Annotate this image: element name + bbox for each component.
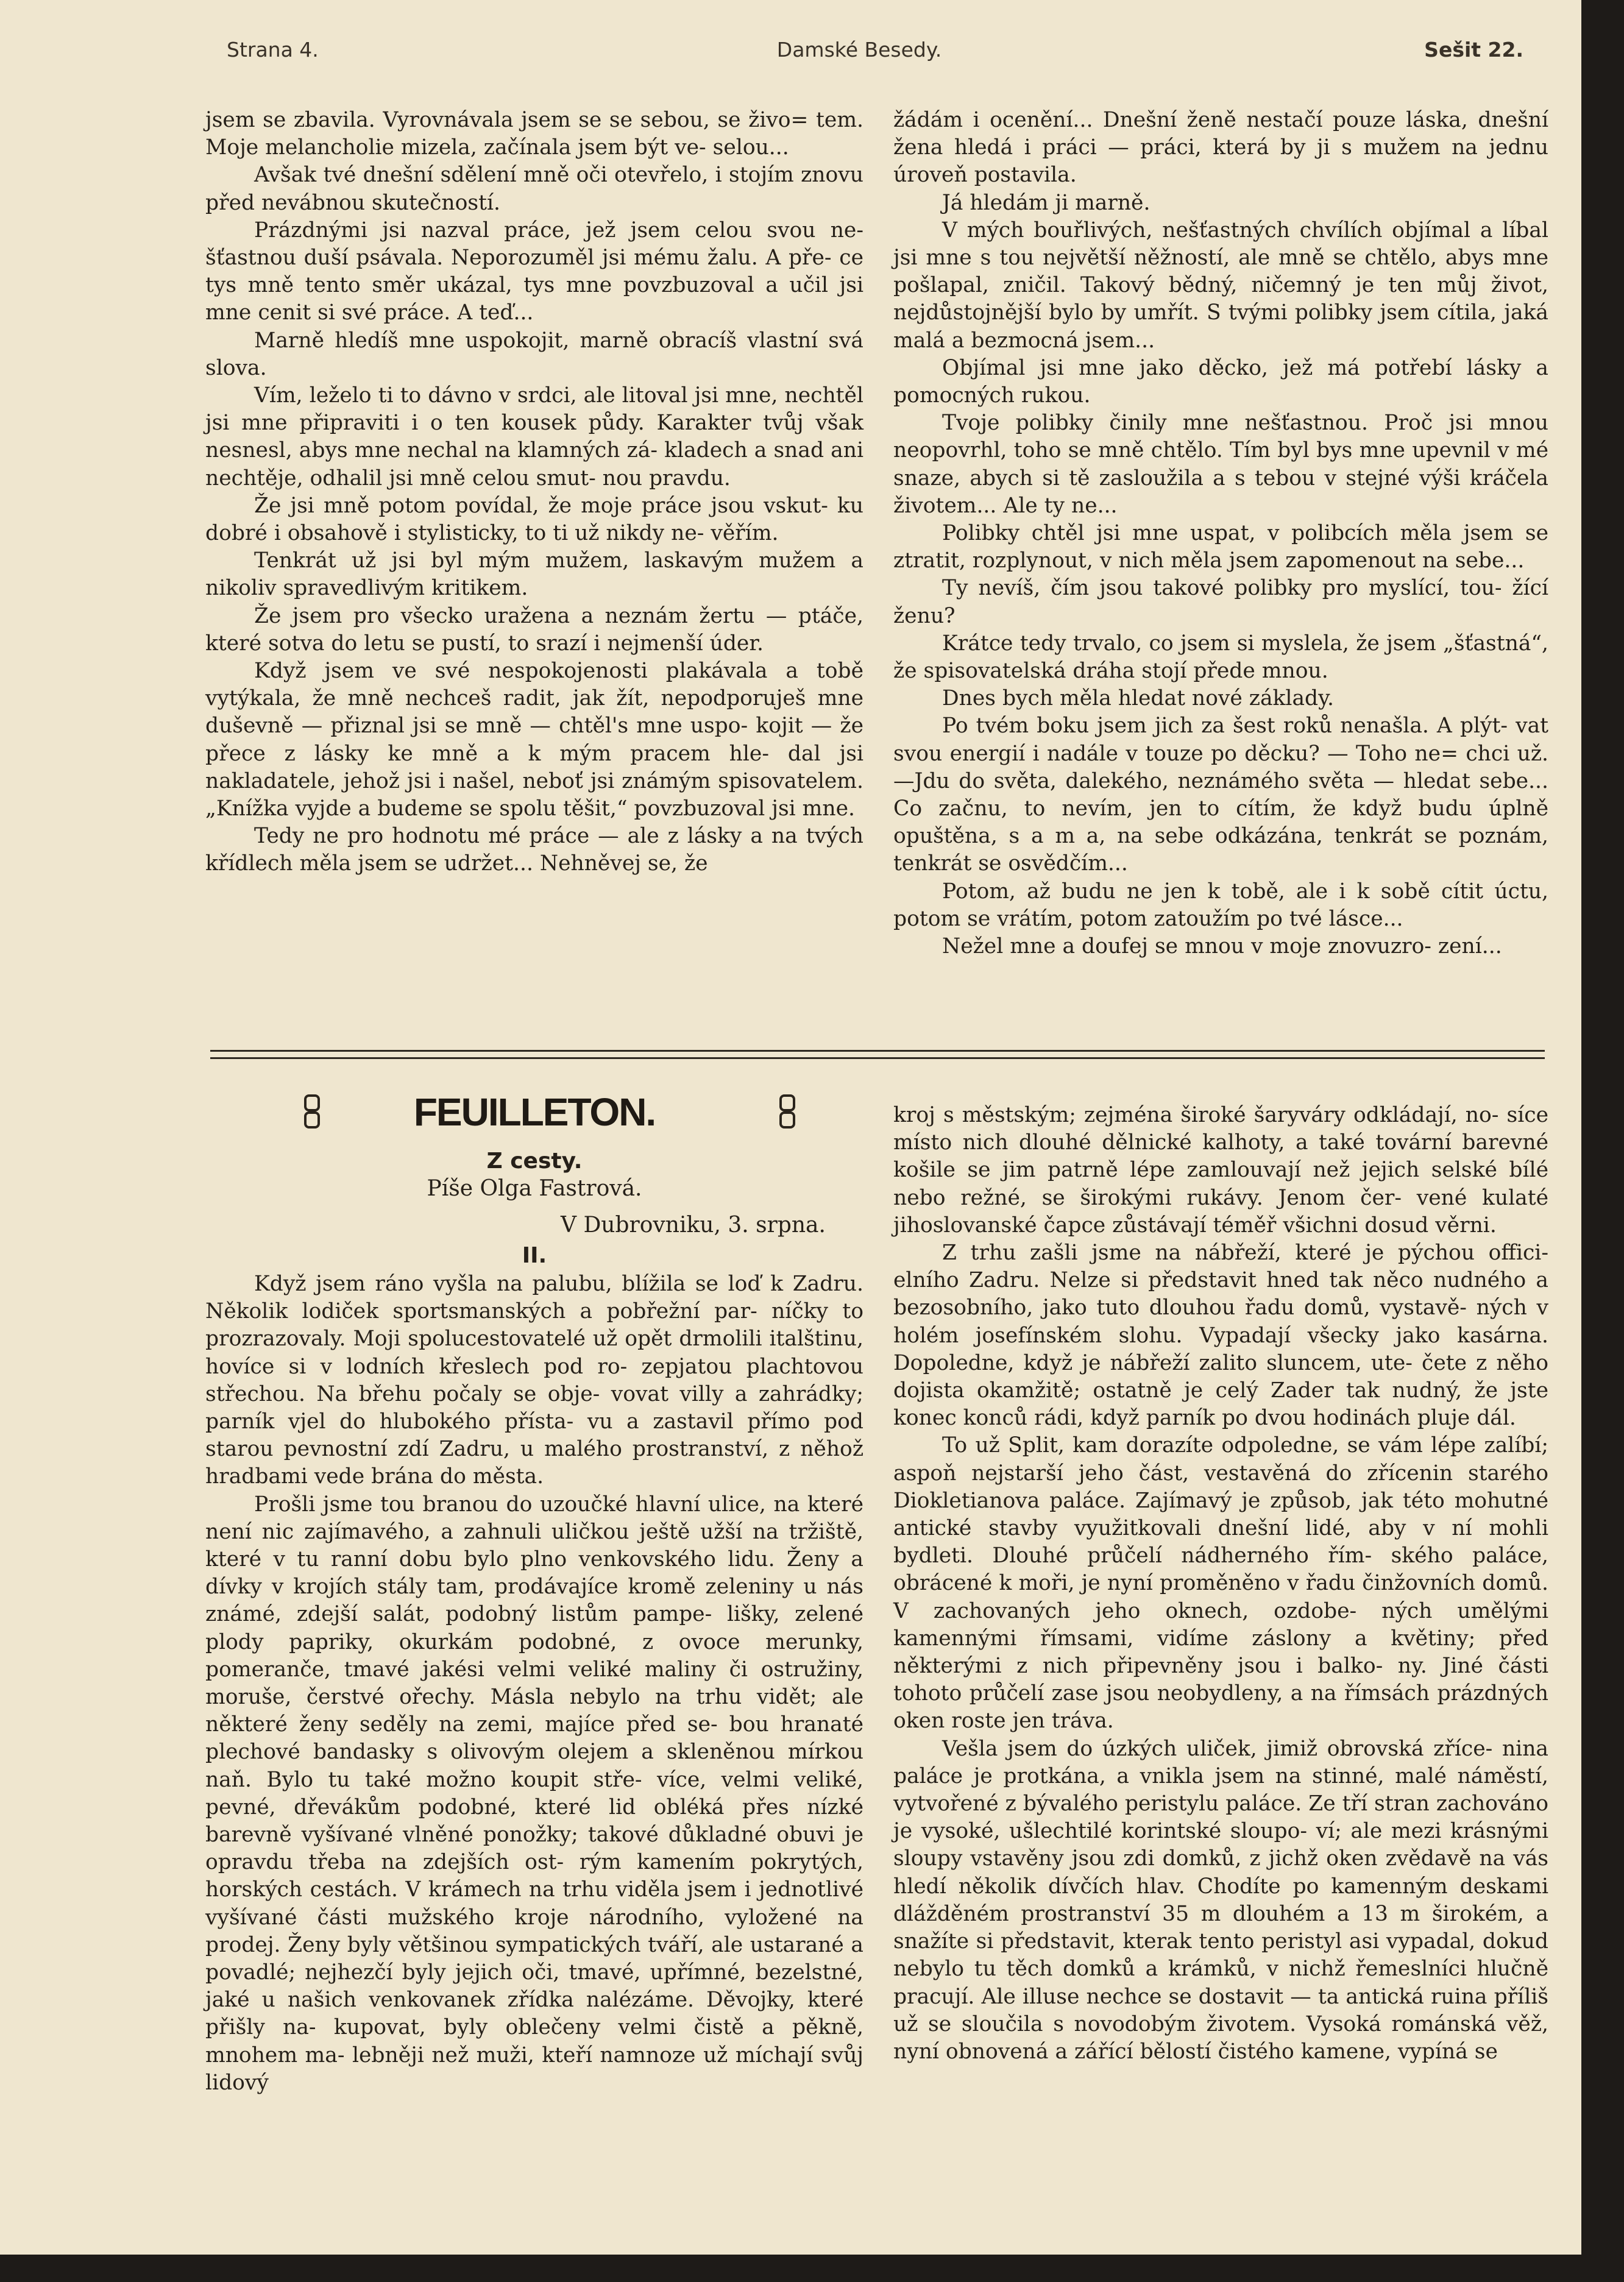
paragraph: Když jsem ráno vyšla na palubu, blížila se loď k Zadru. Několik lodiček sportsmanských a pobřežní par- níčky to prozrazovaly. Moji spolucestovatelé už opět drmolili italštinu, hovíce si v lodních křeslech pod ro- zepjatou plachtovou střechou. Na břehu počaly se obje- vovat villy a zahrádky; parník vjel do hlubokého přísta- vu a zastavil přímo pod starou pevnostní zdí Zadru, u malého prostranství, z něhož hradbami vede brána do města. [205, 1272, 863, 1489]
paragraph: Objímal jsi mne jako děcko, jež má potřebí lásky a pomocných rukou. [893, 355, 1548, 408]
article-part: II. [522, 1243, 547, 1268]
scan-border [0, 2255, 1624, 2282]
column-bottom-right [893, 1102, 1548, 2066]
paragraph: Když jsem ve své nespokojenosti plakávala a tobě vytýkala, že mně nechceš radit, jak žít, nepodporuješ mne duševně — přiznal jsi se mně — chtěl's mne uspo- kojit — že přece z lásky ke mně a k mým pracem hle- dal jsi nakladatele, jehož jsi i našel, neboť jsi známým spisovatelem. „Knížka vyjde a budeme se spolu těšit,“ povzbuzoval jsi mne. [205, 659, 863, 821]
section-divider [210, 1050, 1545, 1052]
paragraph: Tvoje polibky činily mne nešťastnou. Proč jsi mnou neopovrhl, toho se mně chtělo. Tím byl bys mne upevnil v mé snaze, abych si tě zasloužila a s tebou v stejné výši kráčela životem... Ale ty ne... [893, 411, 1548, 518]
paragraph: Že jsem pro všecko uražena a neznám žertu — ptáče, které sotva do letu se pustí, to srazí i nejmenší úder. [205, 603, 863, 656]
paragraph: Dnes bych měla hledat nové základy. [942, 686, 1334, 711]
paragraph: Vím, leželo ti to dávno v srdci, ale litoval jsi mne, nechtěl jsi mne připraviti i o ten kousek půdy. Karakter tvůj však nesnesl, abys mne nechal na klamných zá- kladech a snad ani nechtěje, odhalil jsi mně celou smut- nou pravdu. [205, 383, 863, 491]
paragraph: Vešla jsem do úzkých uliček, jimiž obrovská zříce- nina paláce je protkána, a vnikla jsem na stinné, malé náměstí, vytvořené z bývalého peristylu paláce. Ze tří stran zachováno je vysoké, ušlechtilé korintské sloupo- ví; ale mezi krásnými sloupy vstavěny jsou zdi domků, z jichž oken zvědavě na vás hledí několik dívčích hlav. Chodíte po kamenným deskami dlážděném prostranství 35 m dlouhém a 13 m širokém, a snažíte si představit, kterak tento peristyl asi vypadal, dokud nebylo tu těch domků a krámků, v nichž řemeslníci hlučně pracují. Ale illuse nechce se dostavit — ta antická ruina příliš už se sloučila s novodobým životem. Vysoká románská věž, nyní obnovená a zářící bělostí čistého kamene, vypíná se [893, 1736, 1548, 2064]
article-title: Z cesty. [486, 1149, 583, 1174]
periodical-title: Damské Besedy. [776, 38, 942, 62]
section-divider [210, 1057, 1545, 1059]
issue-number: Sešit 22. [1424, 38, 1523, 62]
page-number: Strana 4. [227, 38, 319, 62]
paragraph: žádám i ocenění... Dnešní ženě nestačí pouze láska, dnešní žena hledá i práci — práci, která by ji s mužem na jednu úroveň postavila. [893, 108, 1548, 188]
feuilleton-heading [205, 1091, 863, 1133]
paragraph: Avšak tvé dnešní sdělení mně oči otevřelo, i stojím znovu před nevábnou skutečností. [205, 163, 863, 215]
article-dateline: V Dubrovniku, 3. srpna. [561, 1213, 826, 1238]
article-author: Píše Olga Fastrová. [427, 1176, 642, 1201]
paragraph: Nežel mne a doufej se mnou v moje znovuzro- zení... [942, 934, 1502, 959]
ornament-icon [779, 1094, 795, 1129]
paragraph: kroj s městským; zejména široké šaryváry odkládají, no- síce místo nich dlouhé dělnické kalhoty, a také tovární barevné košile se jim patrně lépe zamlouvají než jejich selské bílé nebo režné, se širokými rukávy. Jenom čer- vené kulaté jihoslovanské čapce zůstávají téměř všichni dosud věrni. [893, 1103, 1548, 1238]
paragraph: Krátce tedy trvalo, co jsem si myslela, že jsem „šťastná“, že spisovatelská dráha stojí přede mnou. [893, 631, 1548, 684]
column-top-right [893, 107, 1548, 960]
paragraph: Polibky chtěl jsi mne uspat, v polibcích měla jsem se ztratit, rozplynout, v nich měla jsem zapomenout na sebe... [893, 521, 1548, 573]
paragraph: Tedy ne pro hodnotu mé práce — ale z lásky a na tvých křídlech měla jsem se udržet... Nehněvej se, že [205, 824, 863, 876]
paragraph: Prošli jsme tou branou do uzoučké hlavní ulice, na které není nic zajímavého, a zahnuli uličkou ještě užší na tržiště, které v tu ranní dobu bylo plno venkovského lidu. Ženy a dívky v krojích stály tam, prodávajíce kromě zeleniny u nás známé, zdejší salát, podobný listům pampe- lišky, zelené plody papriky, okurkám podobné, z ovoce merunky, pomeranče, tmavé jakési velmi veliké maliny či ostružiny, moruše, čerstvé ořechy. Másla nebylo na trhu vidět; ale některé ženy seděly na zemi, majíce před se- bou hranaté plechové bandasky s olivovým olejem a skleněnou mírkou naň. Bylo tu také možno koupit stře- více, velmi veliké, pevné, dřevákům podobné, které lid obléká přes nízké barevně vyšívané vlněné ponožky; takové důkladné obuvi je opravdu třeba na zdejších ost- rým kamením pokrytých, horských cestách. V krámech na trhu viděla jsem i jednotlivé vyšívané části mužského kroje národního, vyložené na prodej. Ženy byly většinou sympatických tváří, ale ustarané a povadlé; nejhezčí byly jejich oči, tmavé, upřímné, bezelstné, jaké u našich venkovanek zřídka nalézáme. Děvojky, které přišly na- kupovat, byly oblečeny velmi čistě a pěkně, mnohem ma- lebněji než muži, kteří namnoze už míchají svůj lidový [205, 1492, 863, 2095]
scan-border [1581, 0, 1624, 2282]
column-top-left [205, 107, 863, 878]
paragraph: Prázdnými jsi nazval práce, jež jsem celou svou ne- šťastnou duší psávala. Neporozuměl jsi mému žalu. A pře- ce tys mně tento směr ukázal, tys mne povzbuzoval a učil jsi mne cenit si své práce. A teď... [205, 218, 863, 325]
paragraph: To už Split, kam dorazíte odpoledne, se vám lépe zalíbí; aspoň nejstarší jeho část, vestavěná do zřícenin starého Diokletianova paláce. Zajímavý je způsob, jak této mohutné antické stavby využitkovali dnešní lidé, aby v ní mohli bydleti. Dlouhé průčelí nádherného řím- ského paláce, obrácené k moři, je nyní proměněno v řadu činžovních domů. V zachovaných jeho oknech, ozdobe- ných umělými kamennými římsami, vidíme záslony a květiny; před některými z nich připevněny jsou i balko- ny. Jiné části tohoto průčelí zase jsou neobydleny, a na římsách prázdných oken roste jen tráva. [893, 1433, 1548, 1734]
paragraph: Potom, až budu ne jen k tobě, ale i k sobě cítit úctu, potom se vrátím, potom zatoužím po tvé lásce... [893, 879, 1548, 931]
paragraph: Že jsi mně potom povídal, že moje práce jsou vskut- ku dobré i obsahově i stylisticky, to ti už nikdy ne- věřím. [205, 493, 863, 546]
paragraph: V mých bouřlivých, nešťastných chvílích objímal a líbal jsi mne s tou největší něžností, ale mně se chtělo, abys mne pošlapal, zničil. Takový bědný, ničemný je ten můj život, nejdůstojnější bylo by umřít. S tvými polibky jsem cítila, jaká malá a bezmocná jsem... [893, 218, 1548, 353]
paragraph: Ty nevíš, čím jsou takové polibky pro myslící, tou- žící ženu? [893, 576, 1548, 628]
paragraph: Z trhu zašli jsme na nábřeží, které je pýchou offici- elního Zadru. Nelze si představit hned tak něco nudného a bezosobního, jako tuto dlouhou řadu domů, vystavě- ných v holém josefínském slohu. Vypadají všecky jako kasárna. Dopoledne, když je nábřeží zalito sluncem, ute- čete z něho dojista okamžitě; ostatně je celý Zader tak nudný, že jste konec konců rádi, když parník po dvou hodinách pluje dál. [893, 1241, 1548, 1431]
feuilleton-title: FEUILLETON. [413, 1090, 656, 1134]
paragraph: Tenkrát už jsi byl mým mužem, laskavým mužem a nikoliv spravedlivým kritikem. [205, 548, 863, 601]
paragraph: Marně hledíš mne uspokojit, marně obracíš vlastní svá slova. [205, 328, 863, 380]
column-bottom-left [205, 1270, 863, 2097]
ornament-icon [304, 1094, 320, 1129]
paragraph: Já hledám ji marně. [942, 190, 1151, 215]
paragraph: jsem se zbavila. Vyrovnávala jsem se se sebou, se živo= tem. Moje melancholie mizela, začínala jsem být ve- selou... [205, 108, 863, 160]
paragraph: Po tvém boku jsem jich za šest roků nenašla. A plýt- vat svou energií i nadále v touze po děcku? — Toho ne= chci už. —Jdu do světa, dalekého, neznámého světa — hledat sebe... Co začnu, to nevím, jen to cítím, že když budu úplně opuštěna, s a m a, na sebe odkázána, tenkrát se poznám, tenkrát se osvědčím... [893, 714, 1548, 876]
